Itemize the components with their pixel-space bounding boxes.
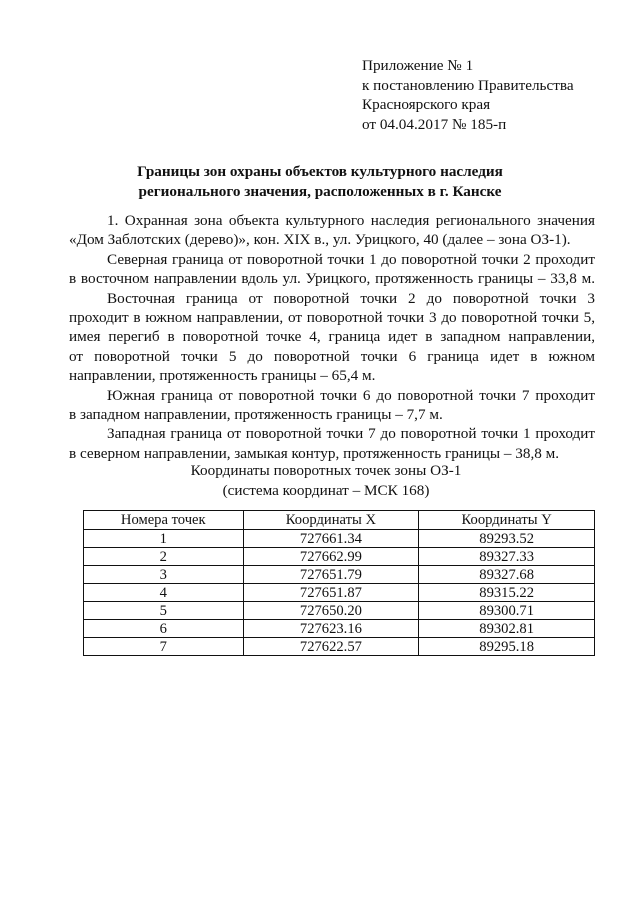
cell-coord-x: 727651.79 — [243, 566, 419, 584]
paragraph-line: имея перегиб в поворотной точке 4, граница идет в западном направлении, — [69, 328, 595, 346]
paragraph-line: Северная граница от поворотной точки 1 до поворотной точки 2 проходит — [107, 250, 595, 268]
title-line: регионального значения, расположенных в г. Канске — [138, 182, 502, 200]
paragraph-line: в западном направлении, протяженность границы – 7,7 м. — [69, 405, 443, 423]
cell-point-number: 2 — [84, 548, 244, 566]
table-row — [84, 602, 595, 620]
table-row — [84, 566, 595, 584]
cell-coord-x: 727662.99 — [243, 548, 419, 566]
cell-coord-x: 727651.87 — [243, 584, 419, 602]
caption-line: Координаты поворотных точек зоны ОЗ-1 — [190, 462, 462, 479]
title-line: Границы зон охраны объектов культурного наследия — [137, 163, 503, 180]
table-header-row — [84, 511, 595, 530]
paragraph-line: направлении, протяженность границы – 65,4 м. — [69, 367, 376, 385]
appendix-line: от 04.04.2017 № 185-п — [362, 115, 507, 133]
coordinates-table — [83, 510, 595, 656]
paragraph-line: в северном направлении, замыкая контур, протяженность границы – 38,8 м. — [69, 444, 560, 462]
cell-point-number: 1 — [84, 530, 244, 548]
cell-point-number: 6 — [84, 620, 244, 638]
table-row — [84, 584, 595, 602]
paragraph-line: 1. Охранная зона объекта культурного наследия регионального значения — [107, 212, 595, 229]
appendix-header — [362, 56, 574, 134]
paragraph-line: в восточном направлении вдоль ул. Урицкого, протяженность границы – 33,8 м. — [69, 270, 595, 288]
cell-coord-x: 727623.16 — [243, 620, 419, 638]
cell-coord-y: 89295.18 — [419, 638, 595, 656]
coordinates-caption — [0, 461, 640, 500]
appendix-line: Красноярского края — [362, 96, 491, 113]
document-title — [0, 162, 640, 201]
cell-point-number: 5 — [84, 602, 244, 620]
document-body — [69, 211, 595, 463]
cell-point-number: 3 — [84, 566, 244, 584]
appendix-line: Приложение № 1 — [362, 57, 474, 74]
cell-coord-x: 727650.20 — [243, 602, 419, 620]
paragraph-line: «Дом Заблотских (дерево)», кон. XIX в., ул. Урицкого, 40 (далее – зона ОЗ-1). — [69, 231, 571, 249]
paragraph-line: Южная граница от поворотной точки 6 до поворотной точки 7 проходит — [107, 386, 595, 404]
caption-line: (система координат – МСК 168) — [222, 481, 430, 499]
cell-coord-y: 89327.33 — [419, 548, 595, 566]
cell-point-number: 7 — [84, 638, 244, 656]
paragraph-line: проходит в южном направлении, от поворотной точки 3 до поворотной точки 5, — [69, 308, 595, 326]
table-row — [84, 548, 595, 566]
cell-coord-y: 89302.81 — [419, 620, 595, 638]
table-row — [84, 620, 595, 638]
paragraph-line: Восточная граница от поворотной точки 2 до поворотной точки 3 — [107, 289, 595, 307]
paragraph-line: Западная граница от поворотной точки 7 до поворотной точки 1 проходит — [107, 425, 595, 443]
cell-coord-y: 89300.71 — [419, 602, 595, 620]
cell-coord-y: 89293.52 — [419, 530, 595, 548]
cell-coord-x: 727661.34 — [243, 530, 419, 548]
header-point-number: Номера точек — [84, 511, 244, 530]
cell-coord-x: 727622.57 — [243, 638, 419, 656]
paragraph-line: от поворотной точки 5 до поворотной точки 6 граница идет в южном — [69, 347, 595, 365]
table-row — [84, 638, 595, 656]
table-row — [84, 530, 595, 548]
appendix-line: к постановлению Правительства — [362, 76, 574, 94]
cell-point-number: 4 — [84, 584, 244, 602]
cell-coord-y: 89315.22 — [419, 584, 595, 602]
header-coord-x: Координаты X — [243, 511, 419, 530]
cell-coord-y: 89327.68 — [419, 566, 595, 584]
header-coord-y: Координаты Y — [419, 511, 595, 530]
